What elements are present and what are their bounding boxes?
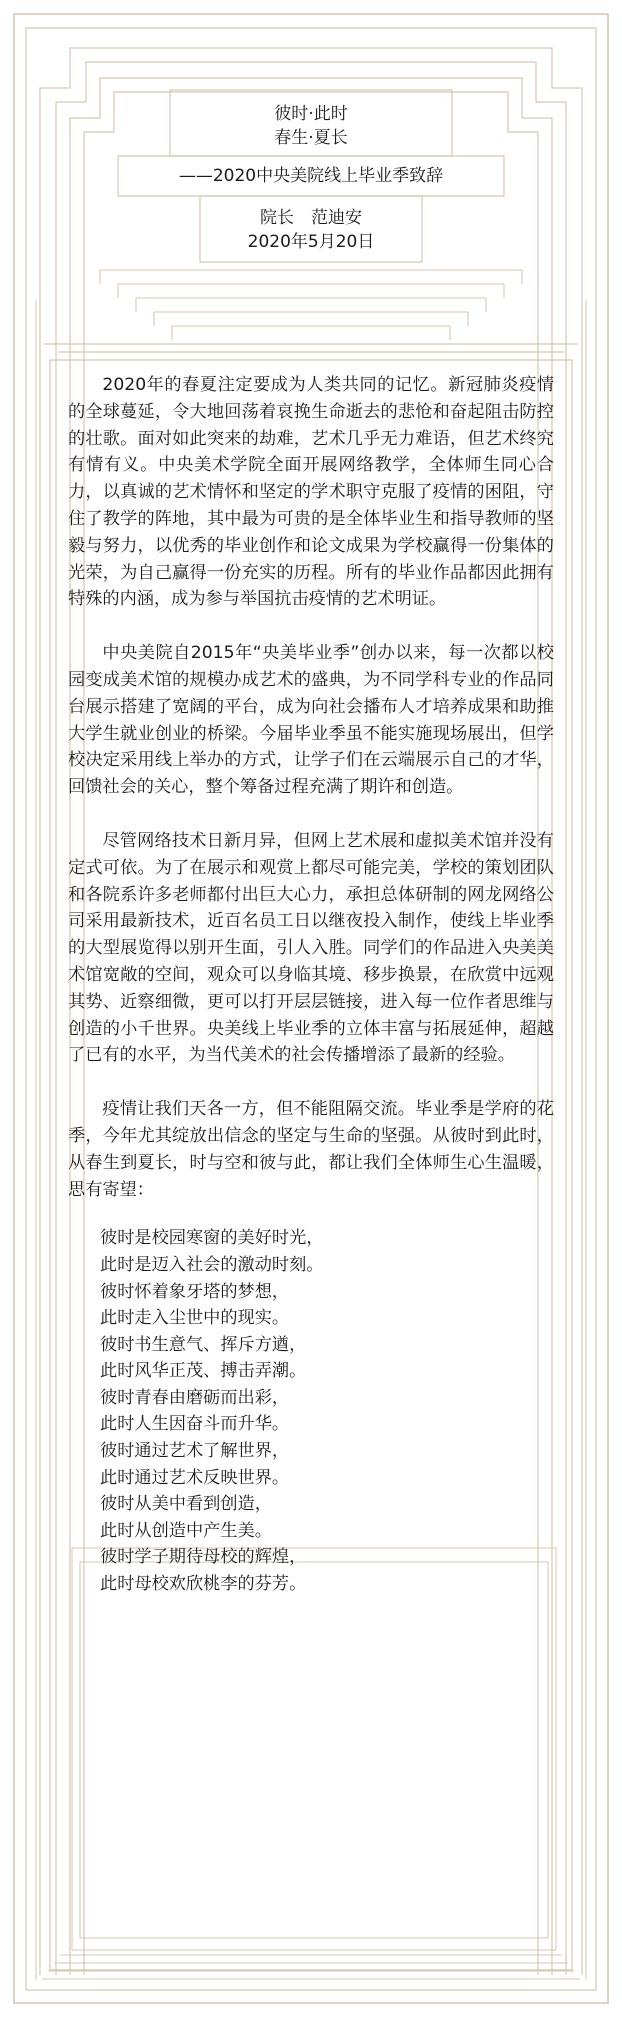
author-line: 院长 范迪安 <box>260 208 362 228</box>
poem-line: 彼时是校园寒窗的美好时光， <box>100 1228 324 1249</box>
poem-line: 此时是迈入社会的激动时刻。 <box>100 1254 324 1275</box>
poem-line: 彼时书生意气、挥斥方遒， <box>100 1334 307 1355</box>
poem-line: 彼时通过艺术了解世界， <box>100 1441 290 1462</box>
paragraph-1: 2020年的春夏注定要成为人类共同的记忆。新冠肺炎疫情的全球蔓延，令大地回荡着哀挽生命逝去的悲怆和奋起阻击防控的壮歌。面对如此突来的劫难，艺术几乎无力难语，但艺术终究有情有义。中央美术学院全面开展网络教学，全体师生同心合力，以真诚的艺术情怀和坚定的学术职守克服了疫情的困阻，守住了教学的阵地，其中最为可贵的是全体毕业生和指导教师的坚毅与努力，以优秀的毕业创作和论文成果为学校赢得一份集体的光荣，为自己赢得一份充实的历程。所有的毕业作品都因此拥有特殊的内涵，成为参与举国抗击疫情的艺术明证。 <box>68 375 554 610</box>
poem-line: 此时从创造中产生美。 <box>100 1520 272 1541</box>
speech-body <box>68 372 554 1598</box>
title-line-2: 春生·夏长 <box>274 128 348 148</box>
poem-line: 此时通过艺术反映世界。 <box>100 1467 290 1488</box>
paragraph-3: 尽管网络技术日新月异，但网上艺术展和虚拟美术馆并没有定式可依。为了在展示和观赏上都尽可能完美，学校的策划团队和各院系许多老师都付出巨大心力，承担总体研制的网龙网络公司采用最新技术，近百名员工日以继夜投入制作，使线上毕业季的大型展览得以别开生面，引人入胜。同学们的作品进入央美美术馆宽敞的空间，观众可以身临其境、移步换景，在欣赏中远观其势、近察细微，更可以打开层层链接，进入每一位作者思维与创造的小千世界。央美线上毕业季的立体丰富与拓展延伸，超越了已有的水平，为当代美术的社会传播增添了最新的经验。 <box>68 830 554 1066</box>
paragraph-2: 中央美院自2015年“央美毕业季”创办以来，每一次都以校园变成美术馆的规模办成艺术的盛典，为不同学科专业的作品同台展示搭建了宽阔的平台，成为向社会播布人才培养成果和助推大学生就业创业的桥梁。今届毕业季虽不能实施现场展出，但学校决定采用线上举办的方式，让学子们在云端展示自己的才华，回馈社会的关心，整个筹备过程充满了期许和创造。 <box>68 643 554 798</box>
subtitle: ——2020中央美院线上毕业季致辞 <box>178 166 444 186</box>
poem-line: 此时母校欢欣桃李的芬芳。 <box>100 1574 307 1595</box>
title-line-1: 彼时·此时 <box>274 104 348 124</box>
poem-line: 此时风华正茂、搏击弄潮。 <box>100 1361 307 1382</box>
date-line: 2020年5月20日 <box>247 232 375 252</box>
frame-line <box>80 1562 548 1938</box>
poem-line: 彼时怀着象牙塔的梦想， <box>100 1281 290 1302</box>
poem-line: 彼时学子期待母校的辉煌， <box>100 1547 307 1568</box>
frame-line <box>72 1548 556 1950</box>
poem-line: 彼时青春由磨砺而出彩， <box>100 1387 290 1408</box>
poem-line: 此时人生因奋斗而升华。 <box>100 1414 290 1435</box>
poem-line: 此时走入尘世中的现实。 <box>100 1308 290 1329</box>
poem-list <box>100 1225 554 1597</box>
paragraph-4: 疫情让我们天各一方，但不能阻隔交流。毕业季是学府的花季，今年尤其绽放出信念的坚定与生命的坚强。从彼时到此时，从春生到夏长，时与空和彼与此，都让我们全体师生心生温暖，思有寄望： <box>68 1099 554 1200</box>
poem-line: 彼时从美中看到创造， <box>100 1494 272 1515</box>
